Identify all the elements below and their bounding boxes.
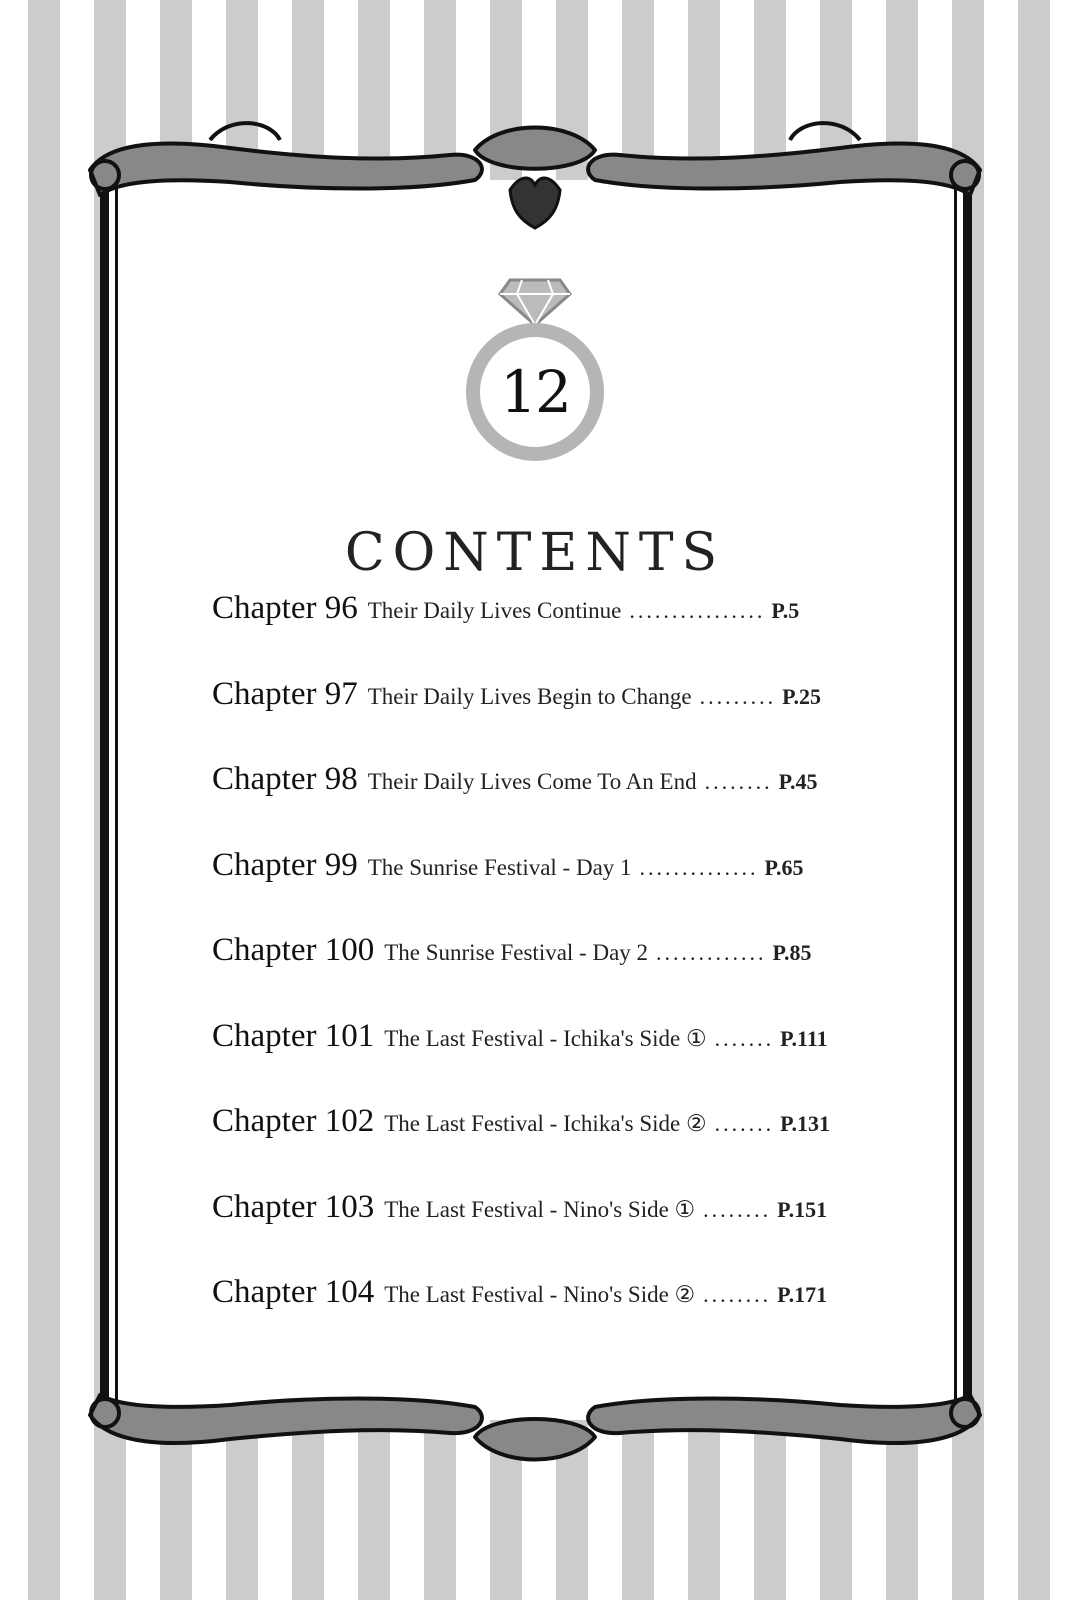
toc-entry[interactable] xyxy=(212,761,892,847)
dot-leader: ....... xyxy=(714,1025,775,1051)
toc-entry[interactable] xyxy=(212,1103,892,1189)
chapter-number: Chapter 97 xyxy=(212,675,358,712)
toc-entry[interactable] xyxy=(212,1274,892,1360)
chapter-number: Chapter 102 xyxy=(212,1103,375,1139)
chapter-number: Chapter 103 xyxy=(212,1188,375,1225)
top-scroll-ornament xyxy=(80,100,990,260)
volume-number: 12 xyxy=(500,358,570,426)
page-number: P.151 xyxy=(777,1196,828,1222)
chapter-title: Their Daily Lives Come To An End xyxy=(367,769,697,794)
chapter-title: The Sunrise Festival - Day 2 xyxy=(384,940,649,965)
toc-entry[interactable] xyxy=(212,590,892,676)
page-number: P.85 xyxy=(772,940,812,965)
chapter-number: Chapter 101 xyxy=(212,1017,375,1054)
toc-entry[interactable] xyxy=(212,932,892,1018)
dot-leader: ........ xyxy=(703,1196,772,1222)
toc-entry[interactable] xyxy=(212,1189,892,1275)
page-number: P.171 xyxy=(777,1282,828,1307)
dot-leader: ........ xyxy=(703,1282,772,1307)
chapter-title: The Last Festival - Nino's Side ① xyxy=(384,1196,696,1222)
toc-entry[interactable] xyxy=(212,676,892,762)
dot-leader: ................ xyxy=(629,598,766,623)
dot-leader: ........ xyxy=(704,769,773,794)
toc-entry[interactable] xyxy=(212,1018,892,1104)
page-number: P.45 xyxy=(778,769,818,794)
chapter-number: Chapter 104 xyxy=(212,1274,375,1310)
dot-leader: .............. xyxy=(639,854,759,880)
dot-leader: ......... xyxy=(699,683,777,709)
page-number: P.111 xyxy=(780,1025,828,1051)
chapter-title: Their Daily Lives Continue xyxy=(367,598,622,623)
dot-leader: ............. xyxy=(656,940,767,965)
chapter-title: The Last Festival - Nino's Side ② xyxy=(384,1282,696,1307)
table-of-contents xyxy=(212,590,892,1360)
chapter-title: Their Daily Lives Begin to Change xyxy=(367,683,692,709)
contents-heading: CONTENTS xyxy=(344,522,726,583)
dot-leader: ....... xyxy=(714,1111,775,1136)
toc-entry[interactable] xyxy=(212,847,892,933)
chapter-number: Chapter 99 xyxy=(212,846,358,883)
chapter-number: Chapter 100 xyxy=(212,932,375,968)
chapter-number: Chapter 96 xyxy=(212,590,358,626)
chapter-title: The Last Festival - Ichika's Side ① xyxy=(384,1025,707,1051)
chapter-number: Chapter 98 xyxy=(212,761,358,797)
chapter-title: The Last Festival - Ichika's Side ② xyxy=(384,1111,707,1136)
page-number: P.131 xyxy=(780,1111,831,1136)
page-number: P.25 xyxy=(782,683,821,709)
page-number: P.65 xyxy=(764,854,804,880)
chapter-title: The Sunrise Festival - Day 1 xyxy=(367,854,632,880)
bottom-scroll-ornament xyxy=(80,1385,990,1495)
page-number: P.5 xyxy=(771,598,800,623)
